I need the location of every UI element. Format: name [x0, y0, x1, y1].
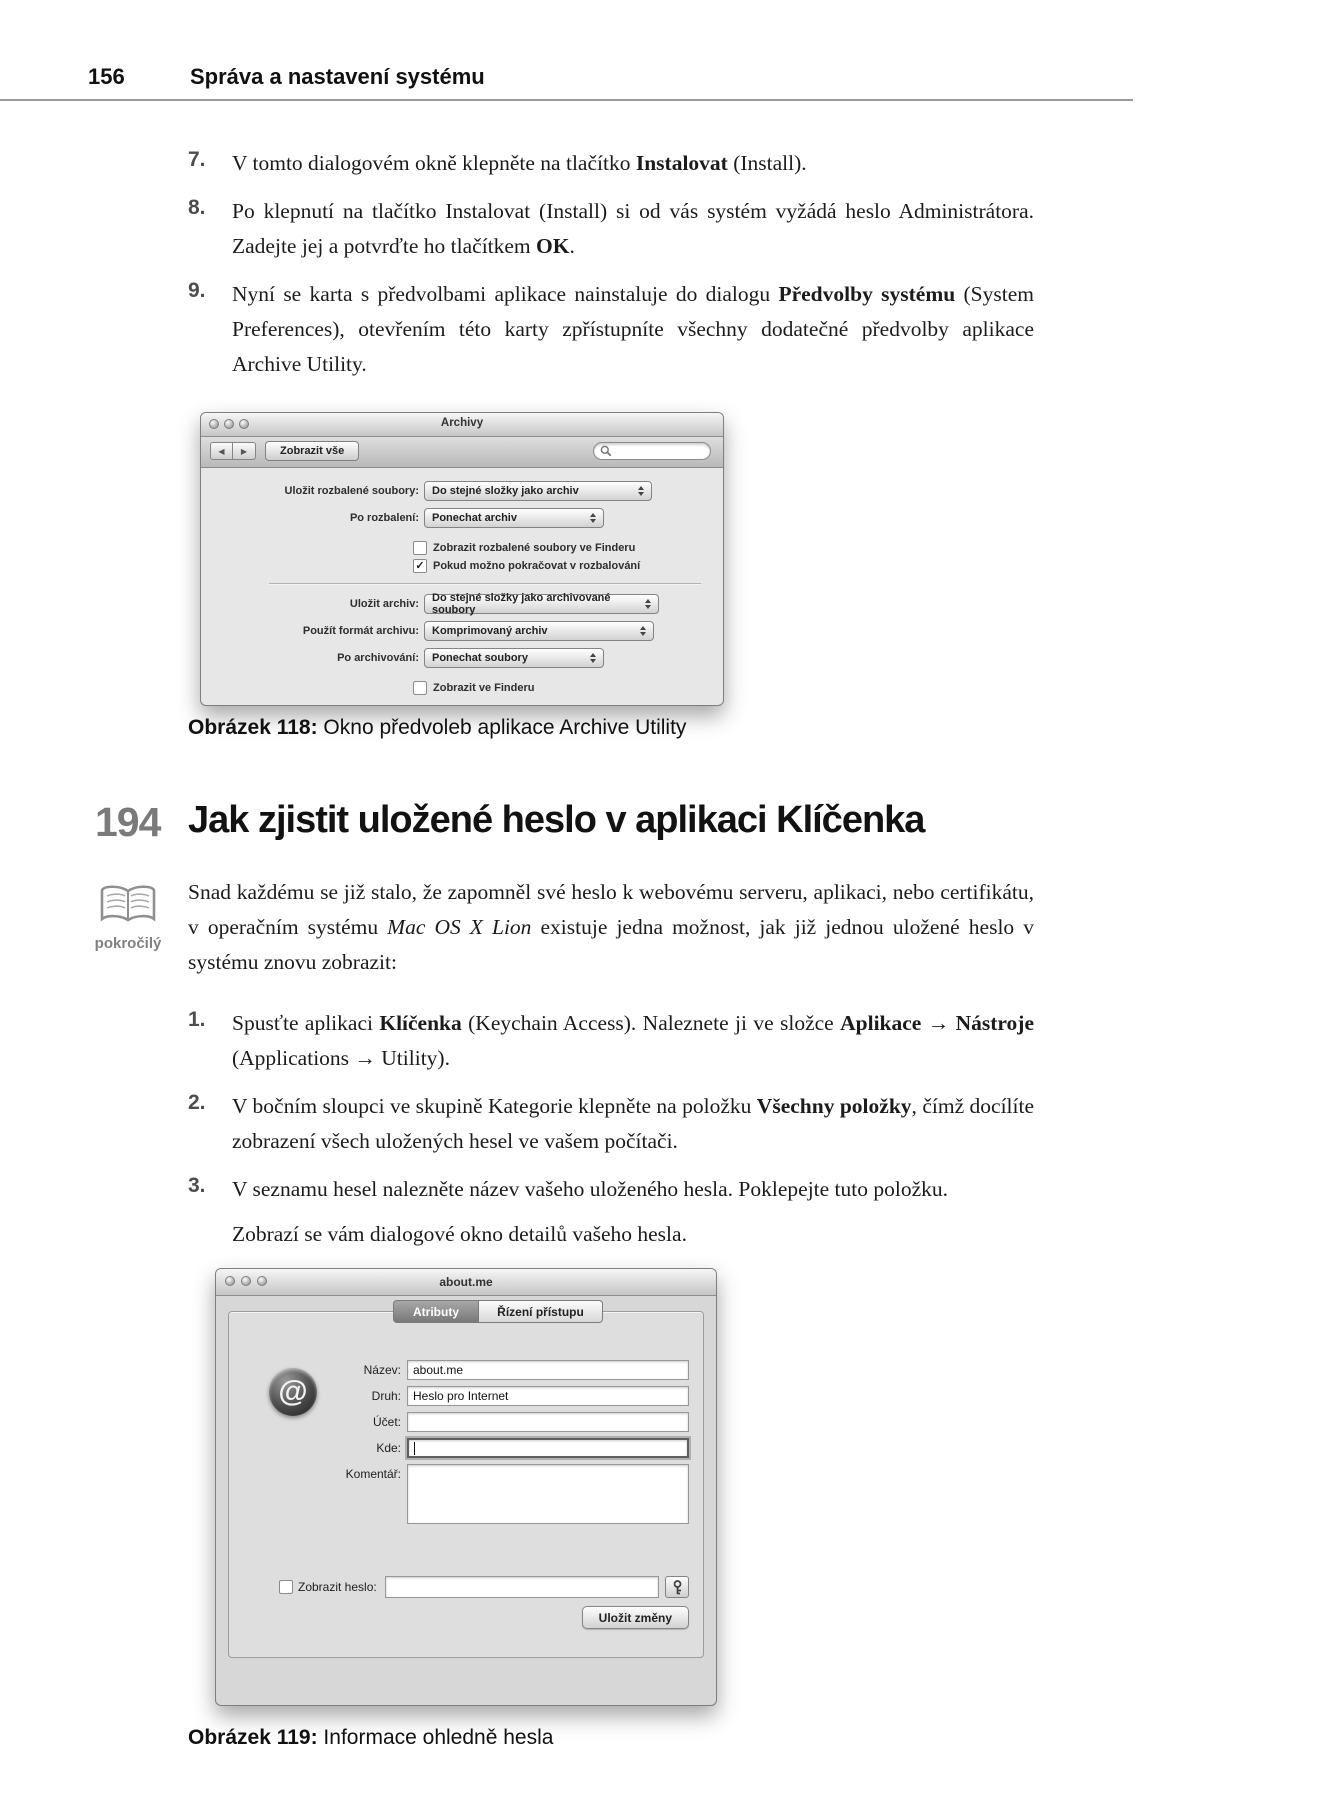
field-label: Druh: [371, 1389, 401, 1403]
forward-button[interactable] [233, 442, 256, 460]
popup-stepper-icon [638, 486, 644, 496]
password-field[interactable] [385, 1576, 659, 1598]
caption-number: Obrázek 118: [188, 716, 318, 739]
show-password-row [279, 1576, 689, 1598]
step-number: 7. [188, 148, 206, 171]
window-titlebar [216, 1269, 716, 1296]
field-label: Po rozbalení: [349, 512, 419, 524]
popup-stepper-icon [590, 653, 596, 663]
section-number: 194 [95, 799, 161, 845]
tab-attributes[interactable]: Atributy [393, 1300, 479, 1323]
popup-stepper-icon [640, 626, 646, 636]
field-label: Účet: [372, 1415, 401, 1429]
tab-access-control[interactable]: Řízení přístupu [479, 1300, 603, 1323]
badge-label: pokročilý [94, 935, 162, 952]
open-book-icon [98, 884, 158, 926]
forward-icon: ▶ [240, 446, 248, 456]
continue-expanding-checkbox[interactable]: ✓ [413, 559, 427, 573]
popup-value: Ponechat soubory [432, 652, 528, 664]
step-number: 3. [188, 1174, 206, 1197]
where-field[interactable] [407, 1438, 689, 1458]
attributes-panel [228, 1311, 704, 1658]
popup-stepper-icon [590, 513, 596, 523]
archive-utility-preferences-window [200, 412, 724, 706]
text-caret [414, 1442, 415, 1455]
name-field[interactable]: about.me [407, 1360, 689, 1380]
list-item [188, 194, 1034, 264]
kind-field[interactable]: Heslo pro Internet [407, 1386, 689, 1406]
field-label: Kde: [376, 1441, 401, 1455]
header-rule [0, 99, 1133, 101]
window-title: Archivy [440, 417, 484, 429]
popup-value: Do stejné složky jako archivované soubory [432, 592, 611, 616]
page-number: 156 [88, 64, 125, 89]
field-label: Uložit archiv: [349, 598, 419, 610]
checkbox-label: Pokud možno pokračovat v rozbalování [433, 560, 641, 572]
field-label: Komentář: [345, 1467, 401, 1481]
section-title: Jak zjistit uložené heslo v aplikaci Klíčenka [188, 799, 925, 841]
popup-value: Komprimovaný archiv [432, 625, 548, 637]
caption-text: Informace ohledně hesla [317, 1726, 554, 1749]
step-text: Po klepnutí na tlačítko Instalovat (Install) si od vás systém vyžádá heslo Administrátora. Zadejte jej a potvrďte ho tlačítkem OK. [232, 199, 1034, 258]
preferences-body [201, 468, 723, 695]
section-divider [269, 583, 701, 584]
account-field[interactable] [407, 1412, 689, 1432]
list-item [188, 1006, 1034, 1076]
step-number: 1. [188, 1008, 206, 1031]
caption-number: Obrázek 119: [188, 1726, 318, 1749]
keychain-password-window [215, 1268, 717, 1706]
after-expanding-popup[interactable] [424, 508, 604, 528]
internet-password-icon: @ [269, 1368, 317, 1416]
show-in-finder-checkbox[interactable] [413, 681, 427, 695]
step-number: 2. [188, 1091, 206, 1114]
key-icon [671, 1580, 684, 1595]
search-input[interactable] [593, 442, 711, 460]
popup-value: Do stejné složky jako archiv [432, 485, 579, 497]
save-archive-popup[interactable] [424, 594, 659, 614]
key-button[interactable] [665, 1576, 689, 1598]
field-label: Název: [363, 1363, 401, 1377]
archive-format-popup[interactable] [424, 621, 654, 641]
save-changes-button[interactable]: Uložit změny [582, 1606, 689, 1629]
show-password-checkbox[interactable] [279, 1580, 293, 1594]
step-list-top [188, 146, 1034, 395]
comment-field[interactable] [407, 1464, 689, 1524]
section-intro: Snad každému se již stalo, že zapomněl své heslo k webovému serveru, aplikaci, nebo certifikátu, v operačním systému Mac OS X Lion existuje jedna možnost, jak již jednou uložené heslo v systému znovu zobrazit: [188, 880, 1034, 974]
field-label: Uložit rozbalené soubory: [284, 485, 419, 497]
list-item [188, 1089, 1034, 1159]
field-label: Po archivování: [337, 652, 419, 664]
after-archiving-popup[interactable] [424, 648, 604, 668]
figure-caption [188, 1726, 553, 1750]
step-text: V bočním sloupci ve skupině Kategorie klepněte na položku Všechny položky, čímž docílíte zobrazení všech uložených hesel ve vašem počítači. [232, 1094, 1035, 1153]
back-icon: ◀ [218, 446, 225, 456]
caption-text: Okno předvoleb aplikace Archive Utility [317, 716, 687, 739]
window-titlebar [201, 413, 723, 437]
window-title: about.me [439, 1275, 493, 1289]
running-header-title: Správa a nastavení systému [190, 64, 485, 89]
step-text: Zobrazí se vám dialogové okno detailů vašeho hesla. [232, 1222, 687, 1246]
show-expanded-in-finder-checkbox[interactable] [413, 541, 427, 555]
back-button[interactable] [210, 442, 233, 460]
popup-stepper-icon [645, 599, 651, 609]
nav-buttons [210, 442, 256, 460]
list-item [188, 1172, 1034, 1252]
search-icon [600, 445, 612, 457]
step-list-bottom [188, 1006, 1034, 1265]
list-item [188, 277, 1034, 382]
step-text: Spusťte aplikaci Klíčenka (Keychain Access). Naleznete ji ve složce Aplikace → Nástroje (Applications → Utility). [232, 1011, 1035, 1070]
checkbox-label: Zobrazit ve Finderu [433, 682, 535, 694]
attributes-form [229, 1360, 689, 1530]
field-label: Použít formát archivu: [302, 625, 419, 637]
step-text: Nyní se karta s předvolbami aplikace nainstaluje do dialogu Předvolby systému (System Preferences), otevřením této karty zpřístupníte všechny dodatečné předvolby aplikace Archive Utility. [232, 282, 1034, 376]
difficulty-badge [92, 884, 164, 952]
tab-bar [393, 1300, 603, 1323]
step-text: V seznamu hesel nalezněte název vašeho uloženého hesla. Poklepejte tuto položku. [232, 1177, 949, 1201]
checkbox-label: Zobrazit rozbalené soubory ve Finderu [433, 542, 636, 554]
popup-value: Ponechat archiv [432, 512, 517, 524]
preferences-toolbar [201, 437, 723, 468]
checkbox-label: Zobrazit heslo: [298, 1580, 377, 1594]
figure-caption [188, 716, 686, 740]
step-text: V tomto dialogovém okně klepněte na tlačítko Instalovat (Install). [232, 151, 807, 175]
list-item [188, 146, 1034, 181]
show-all-button[interactable]: Zobrazit vše [265, 441, 359, 461]
step-number: 9. [188, 279, 206, 302]
save-expanded-files-popup[interactable] [424, 481, 652, 501]
step-number: 8. [188, 196, 206, 219]
